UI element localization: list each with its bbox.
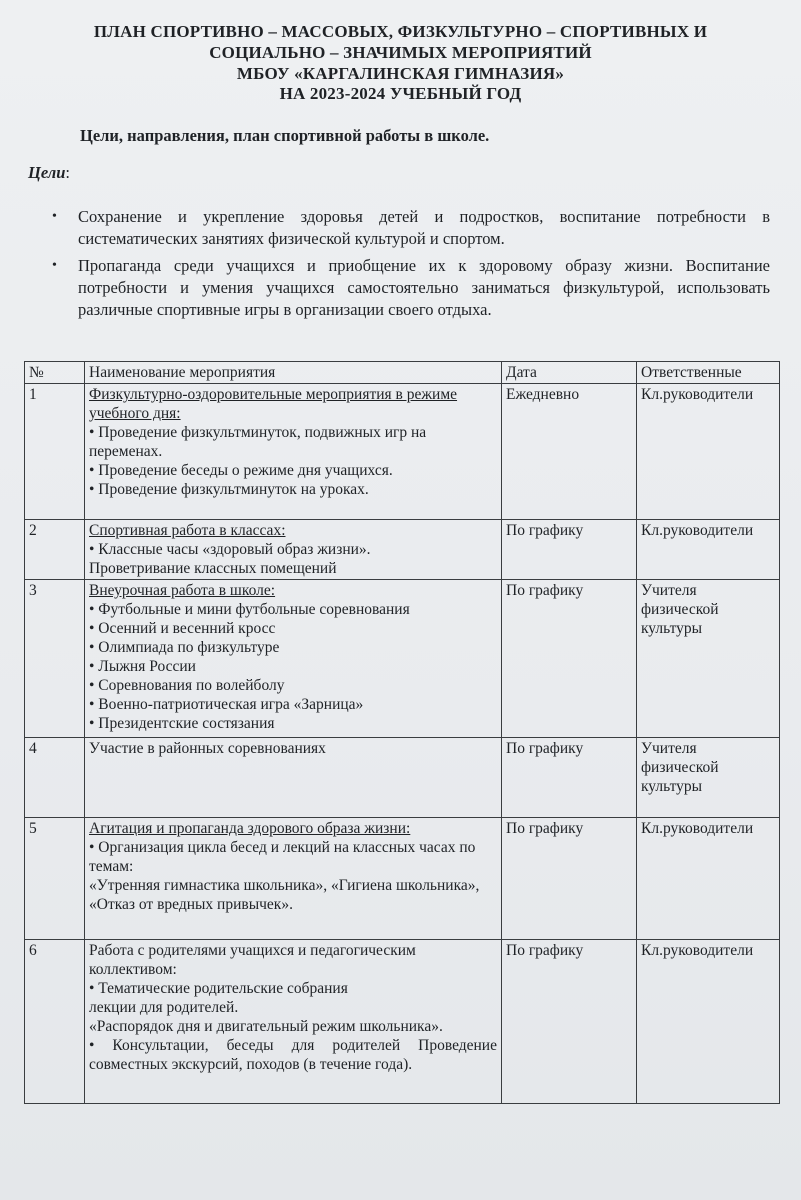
row-date: По графику bbox=[502, 580, 637, 738]
row-event bbox=[85, 384, 502, 520]
row-event bbox=[85, 580, 502, 738]
bullet-icon: • bbox=[52, 258, 57, 273]
row-responsible: Кл.руководители bbox=[637, 940, 780, 1104]
row-date: По графику bbox=[502, 520, 637, 580]
row-event-item: «Распорядок дня и двигательный режим школьника». bbox=[89, 1018, 443, 1035]
row-event-item: • Организация цикла бесед и лекций на классных часах по темам: bbox=[89, 839, 476, 875]
header-cell-number: № bbox=[25, 362, 85, 384]
row-responsible: Кл.руководители bbox=[637, 520, 780, 580]
goals-label-text: Цели bbox=[28, 163, 66, 182]
bullet-icon: • bbox=[52, 209, 57, 224]
row-date: По графику bbox=[502, 818, 637, 940]
goal-item-text: Сохранение и укрепление здоровья детей и подростков, воспитание потребности в систематических занятиях физической культурой и спортом. bbox=[78, 207, 770, 248]
row-event-title: Физкультурно-оздоровительные мероприятия в режиме учебного дня: bbox=[89, 386, 458, 422]
row-event-item: • Осенний и весенний кросс bbox=[89, 620, 276, 637]
row-number: 2 bbox=[25, 520, 85, 580]
table-row bbox=[25, 384, 780, 520]
goal-item bbox=[48, 255, 770, 321]
table-row bbox=[25, 580, 780, 738]
header-line-4: НА 2023-2024 УЧЕБНЫЙ ГОД bbox=[279, 84, 522, 103]
row-event-item: • Проведение беседы о режиме дня учащихся. bbox=[89, 462, 393, 479]
row-event-item: • Классные часы «здоровый образ жизни». bbox=[89, 541, 371, 558]
row-responsible: Кл.руководители bbox=[637, 818, 780, 940]
row-number: 1 bbox=[25, 384, 85, 520]
row-responsible: Учителя физической культуры bbox=[637, 580, 780, 738]
table-header-row bbox=[25, 362, 780, 384]
table-row bbox=[25, 738, 780, 818]
row-event bbox=[85, 520, 502, 580]
table-row bbox=[25, 940, 780, 1104]
row-event bbox=[85, 738, 502, 818]
row-event-item: Проветривание классных помещений bbox=[89, 560, 337, 577]
row-event-item: • Тематические родительские собрания bbox=[89, 980, 348, 997]
row-event-item: лекции для родителей. bbox=[89, 999, 239, 1016]
row-event-item: «Утренняя гимнастика школьника», «Гигиена школьника», «Отказ от вредных привычек». bbox=[89, 877, 480, 913]
row-event-title: Агитация и пропаганда здорового образа жизни: bbox=[89, 820, 411, 837]
row-responsible: Учителя физической культуры bbox=[637, 738, 780, 818]
row-date: Ежедневно bbox=[502, 384, 637, 520]
table-row bbox=[25, 520, 780, 580]
goals-label-colon: : bbox=[65, 163, 70, 182]
header-line-3: МБОУ «КАРГАЛИНСКАЯ ГИМНАЗИЯ» bbox=[236, 64, 565, 83]
header-cell-date: Дата bbox=[502, 362, 637, 384]
row-number: 4 bbox=[25, 738, 85, 818]
goals-list-2 bbox=[48, 255, 770, 321]
header-line-1: ПЛАН СПОРТИВНО – МАССОВЫХ, ФИЗКУЛЬТУРНО – СПОРТИВНЫХ И bbox=[93, 22, 708, 41]
row-event-title: Спортивная работа в классах: bbox=[89, 522, 286, 539]
row-event bbox=[85, 818, 502, 940]
row-event-item: • Проведение физкультминуток, подвижных игр на переменах. bbox=[89, 424, 427, 460]
row-event-item: • Консультации, беседы для родителей Проведение совместных экскурсий, походов (в течение года). bbox=[89, 1037, 497, 1073]
row-event-title: Внеурочная работа в школе: bbox=[89, 582, 276, 599]
row-event-title: Участие в районных соревнованиях bbox=[89, 740, 326, 757]
row-date: По графику bbox=[502, 738, 637, 818]
section-subtitle: Цели, направления, план спортивной работы в школе. bbox=[80, 126, 490, 145]
row-event-item: • Олимпиада по физкультуре bbox=[89, 639, 280, 656]
row-number: 5 bbox=[25, 818, 85, 940]
row-event-item: • Лыжня России bbox=[89, 658, 196, 675]
header-cell-responsible: Ответственные bbox=[637, 362, 780, 384]
row-event-item: • Проведение физкультминуток на уроках. bbox=[89, 481, 369, 498]
row-number: 6 bbox=[25, 940, 85, 1104]
row-event-item: • Президентские состязания bbox=[89, 715, 275, 732]
row-date: По графику bbox=[502, 940, 637, 1104]
row-event-title: Работа с родителями учащихся и педагогическим коллективом: bbox=[89, 942, 416, 978]
row-event-item: • Соревнования по волейболу bbox=[89, 677, 285, 694]
header-line-2: СОЦИАЛЬНО – ЗНАЧИМЫХ МЕРОПРИЯТИЙ bbox=[209, 43, 592, 62]
goal-item bbox=[48, 206, 770, 250]
goals-list bbox=[48, 206, 770, 250]
row-event bbox=[85, 940, 502, 1104]
goals-label bbox=[28, 163, 70, 183]
row-event-item: • Футбольные и мини футбольные соревнования bbox=[89, 601, 410, 618]
row-responsible: Кл.руководители bbox=[637, 384, 780, 520]
row-number: 3 bbox=[25, 580, 85, 738]
row-event-item: • Военно-патриотическая игра «Зарница» bbox=[89, 696, 364, 713]
header-cell-name: Наименование мероприятия bbox=[85, 362, 502, 384]
goal-item-text: Пропаганда среди учащихся и приобщение их к здоровому образу жизни. Воспитание потребности и умения учащихся самостоятельно заниматься физкультурой, использовать различные спортивные игры в организации своего отдыха. bbox=[78, 256, 770, 319]
table-row bbox=[25, 818, 780, 940]
events-plan-table bbox=[24, 361, 780, 1104]
